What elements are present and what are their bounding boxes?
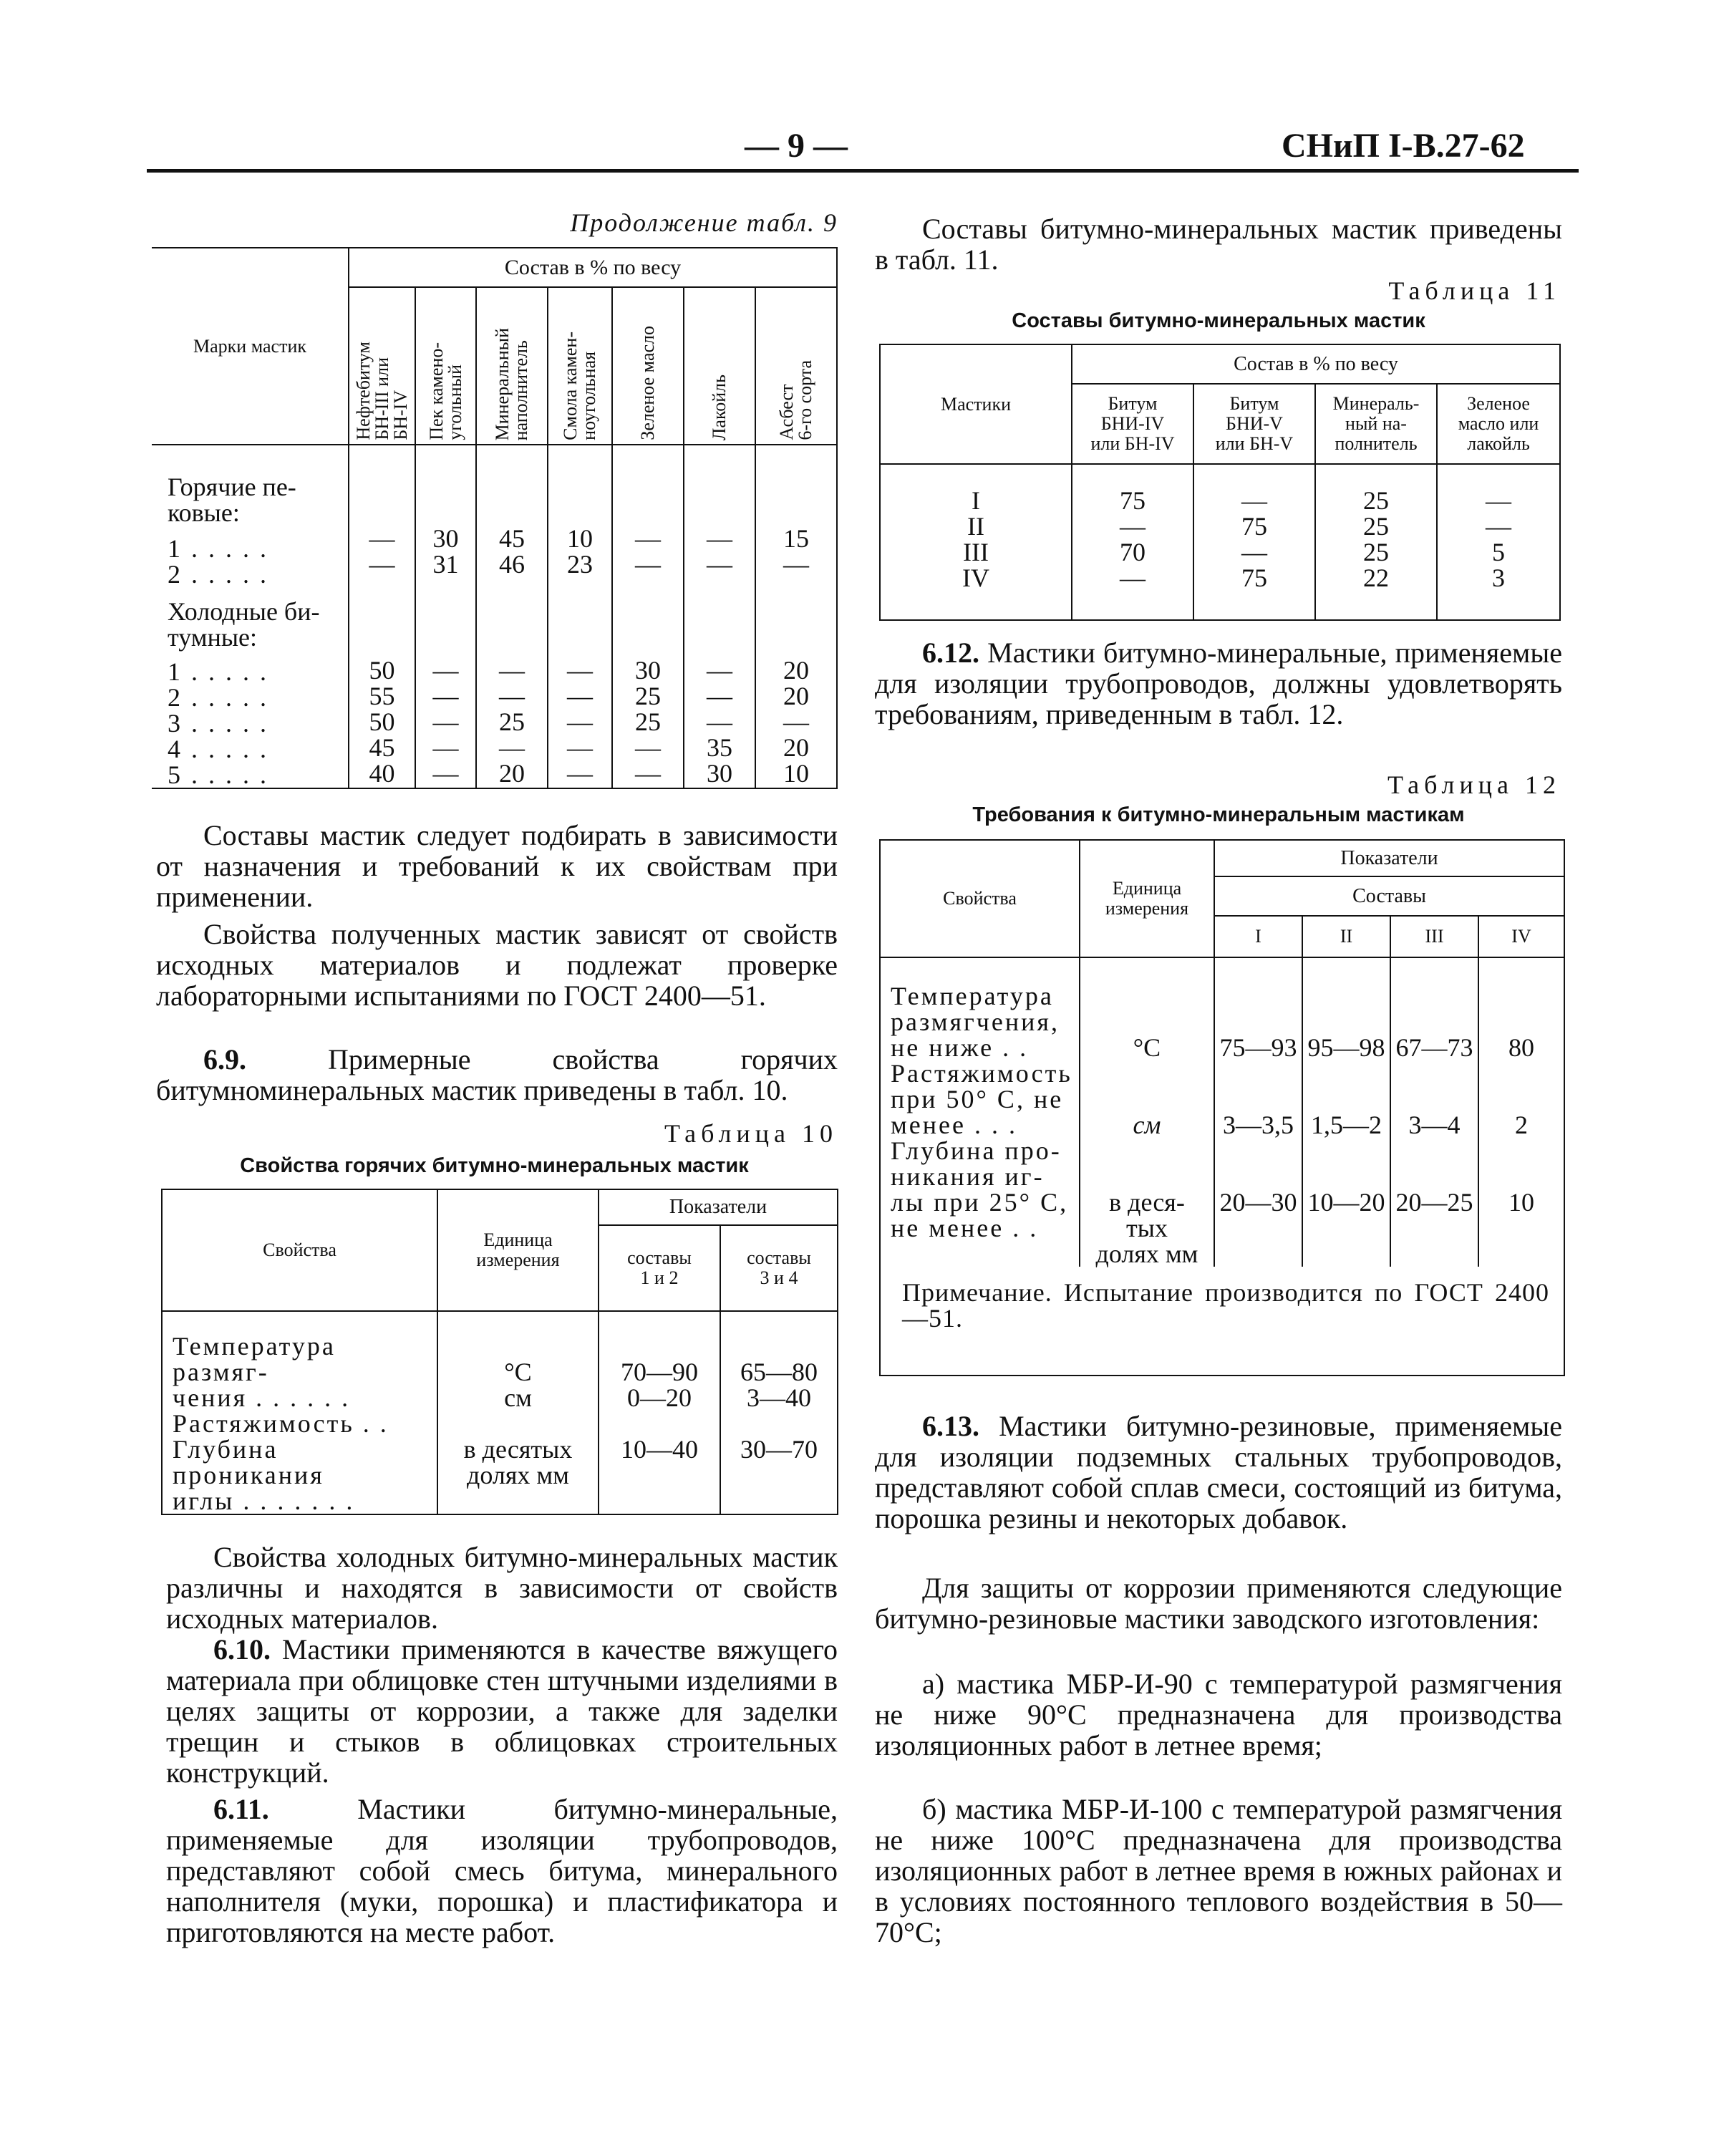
table-10-title: Свойства горячих битумно-минеральных мастик (240, 1154, 749, 1177)
table-12-header-indicators: Показатели (1214, 841, 1564, 876)
paragraph-6-10 (166, 1634, 838, 1788)
table-11-title: Составы битумно-минеральных мастик (1012, 309, 1425, 332)
table-9-cell: — (567, 759, 593, 788)
table-9-row-label: 3 . . . . . (168, 709, 268, 738)
table-11-column-values: — — 5 3 (1486, 486, 1512, 592)
table-9-cell: — (635, 759, 661, 788)
table-9-col-header: Пек камено- угольный (425, 342, 465, 440)
paragraph-mastic-selection: Составы мастик следует подбирать в зависимости от назначения и требований к их свойствам при применении. (156, 819, 838, 913)
table-11-column-values: 75 — 70 — (1072, 464, 1193, 620)
table-9-cell: 50 (369, 656, 395, 685)
table-12-value: 20—30 (1214, 1138, 1302, 1267)
table-9-cell: — (432, 733, 459, 762)
table-9-cell: — (432, 759, 459, 788)
table-9-cell: 35 (707, 733, 732, 762)
table-12-unit: см (1080, 1060, 1214, 1138)
table-9-cell: 55 (369, 682, 395, 710)
table-9-row-label: 5 . . . . . (168, 760, 268, 789)
table-9-cell: — (635, 550, 661, 579)
table-10-caption: Таблица 10 (664, 1119, 838, 1148)
table-9-cell: — (567, 682, 593, 710)
table-12-property: Глубина про- никания иг- лы при 25° С, не менее . . (891, 1136, 1069, 1242)
table-9-cell: 23 (567, 550, 593, 579)
table-9-cell: 15 (783, 524, 810, 553)
table-9-row-label: 1 . . . . . (168, 534, 268, 563)
table-9-cell: — (499, 733, 525, 762)
table-9-cell: 30 (432, 524, 459, 553)
clause-text: Мастики битумно-минеральные, применяемые для изоляции трубопроводов, должны удовлетворять требованиям, приведенным в табл. 12. (875, 637, 1562, 730)
table-9-col-header: Асбест 6-го сорта (776, 360, 816, 440)
table-9-group-gap (416, 577, 475, 657)
table-12-value: 67—73 (1390, 957, 1478, 1060)
table-11-caption: Таблица 11 (1388, 276, 1561, 305)
table-12-property: Температура размягчения, не ниже . . (891, 982, 1060, 1062)
table-9-cell: 25 (635, 682, 661, 710)
table-9-row-label: 2 . . . . . (168, 683, 268, 712)
table-12-col-header: I (1214, 916, 1302, 957)
clause-text: Примерные свойства горячих битумноминеральных мастик приведены в табл. 10. (156, 1043, 838, 1106)
table-9-cell: — (432, 656, 459, 685)
table-9-cell: — (707, 656, 732, 685)
table-10-units: °С см в десятых долях мм (437, 1311, 599, 1514)
table-9-cell: 10 (567, 524, 593, 553)
table-10-header-unit: Единица измерения (437, 1189, 599, 1311)
table-9-cell: — (707, 707, 732, 736)
table-9 (152, 247, 838, 789)
table-11-column-values: 25 25 25 22 (1315, 464, 1437, 620)
table-12-value: 80 (1508, 1033, 1535, 1062)
paragraph-mastic-properties: Свойства полученных мастик зависят от свойств исходных материалов и подлежат проверке лабораторными испытаниями по ГОСТ 2400—51. (156, 918, 838, 1012)
table-9-column (415, 445, 476, 788)
clause-text: Мастики применяются в качестве вяжущего материала при облицовке стен штучными изделиями в целях защиты от коррозии, а также для заделки трещин и стыков в облицовках строительных конструкций. (166, 1633, 838, 1789)
table-9-column (755, 445, 837, 788)
table-9-column (476, 445, 548, 788)
table-9-group-header: Состав в % по весу (349, 248, 837, 287)
table-9-cell: 25 (499, 707, 525, 736)
table-9-group-gap (684, 577, 755, 657)
table-12-value: 3—3,5 (1214, 1060, 1302, 1138)
table-9-header-mark: Марки мастик (152, 248, 349, 445)
table-9-cell: 20 (783, 656, 810, 685)
table-11-col-header: Битум БНИ-IV или БН-IV (1072, 384, 1193, 464)
table-10-values-1-2: 70—90 0—20 10—40 (599, 1311, 720, 1514)
table-9-col-header: Зеленое масло (637, 326, 658, 440)
table-9-cell: — (707, 550, 732, 579)
paragraph-6-12 (875, 637, 1562, 730)
table-11-mastic-marks: I II III IV (880, 464, 1072, 620)
table-9-col-header: Минеральный наполнитель (492, 327, 531, 440)
table-12-note: Примечание. Испытание производится по ГОСТ 2400—51. (902, 1278, 1549, 1333)
table-12-property: Растяжимость при 50° С, не менее . . . (891, 1059, 1072, 1139)
table-12-value: 2 (1515, 1111, 1529, 1139)
table-9-cell: 30 (707, 759, 732, 788)
table-11-header-mastics: Мастики (880, 344, 1072, 464)
table-12-value: 20—25 (1390, 1138, 1478, 1267)
table-9-col-header: Смола камен- ноугольная (560, 332, 599, 440)
table-9-col-header: Нефтебитум БН-III или БН-IV (352, 342, 411, 440)
table-12-unit: °С (1080, 957, 1214, 1060)
paragraph-item-b: б) мастика МБР-И-100 с температурой размягчения не ниже 100°С предназначена для производства изоляционных работ в летнее время в южных районах и в условиях постоянного теплового воздействия в 50—70°С; (875, 1793, 1562, 1948)
table-12-header-compositions: Составы (1214, 876, 1564, 916)
table-12-value: 95—98 (1302, 957, 1390, 1060)
paragraph-6-11 (166, 1794, 838, 1948)
paragraph-corrosion-protection: Для защиты от коррозии применяются следующие битумно-резиновые мастики заводского изготовления: (875, 1572, 1562, 1635)
table-9-cell: 45 (499, 524, 525, 553)
table-9-column (684, 445, 755, 788)
table-11 (879, 344, 1561, 621)
table-9-cell: — (567, 656, 593, 685)
table-9-cell: 20 (783, 682, 810, 710)
clause-number: 6.13. (922, 1410, 979, 1442)
clause-number: 6.10. (213, 1633, 271, 1666)
table-12-header-property: Свойства (881, 841, 1080, 957)
table-9-row-label: 2 . . . . . (168, 560, 268, 589)
table-12-value: 1,5—2 (1302, 1060, 1390, 1138)
table-12-value: 10—20 (1302, 1138, 1390, 1267)
document-code: СНиП I-В.27-62 (1282, 127, 1525, 165)
table-10-header-property: Свойства (162, 1189, 437, 1311)
paragraph-6-9 (156, 1044, 838, 1106)
table-9-cell: — (707, 524, 732, 553)
table-9-cell: 10 (783, 759, 810, 788)
table-9-cell: — (635, 524, 661, 553)
paragraph-cold-mastics: Свойства холодных битумно-минеральных мастик различны и находятся в зависимости от свойств исходных материалов. (166, 1541, 838, 1635)
table-9-group-gap (477, 577, 547, 657)
table-9-group-gap (613, 577, 683, 657)
table-9-cell: — (783, 707, 810, 736)
table-9-cell: — (369, 524, 395, 553)
table-12-col-header: III (1390, 916, 1478, 957)
page-number: — 9 — (745, 127, 848, 165)
table-12-unit: в деся- тых долях мм (1080, 1138, 1214, 1267)
table-12 (881, 841, 1564, 1267)
paragraph-table-11-intro: Составы битумно-минеральных мастик приведены в табл. 11. (875, 213, 1562, 276)
clause-number: 6.11. (213, 1793, 269, 1825)
table-9-cell: — (567, 707, 593, 736)
table-11-col-header: Минераль- ный на- полнитель (1315, 384, 1437, 464)
clause-text: Мастики битумно-минеральные, применяемые для изоляции трубопроводов, представляют собой смесь битума, минерального наполнителя (муки, порошка) и пластификатора и приготовляются на месте работ. (166, 1793, 838, 1948)
clause-number: 6.12. (922, 637, 979, 669)
table-12-col-header: II (1302, 916, 1390, 957)
table-9-cell: 40 (369, 759, 395, 788)
table-9-group-gap (756, 577, 836, 657)
paragraph-6-13 (875, 1411, 1562, 1534)
table-9-cell: — (432, 707, 459, 736)
header-rule (147, 169, 1579, 173)
table-12-title: Требования к битумно-минеральным мастикам (972, 803, 1465, 826)
clause-text: Мастики битумно-резиновые, применяемые для изоляции подземных стальных трубопроводов, представляют собой сплав смеси, состоящий из битума, порошка резины и некоторых добавок. (875, 1410, 1562, 1534)
table-9-group-gap (548, 577, 611, 657)
table-10-header-indicators: Показатели (599, 1189, 838, 1225)
table-9-cell: 46 (499, 550, 525, 579)
table-9-cell: — (432, 682, 459, 710)
table-9-cell: 50 (369, 707, 395, 736)
table-9-cell: — (635, 733, 661, 762)
table-9-cell: — (567, 733, 593, 762)
table-11-col-header: Зеленое масло или лакойль (1437, 384, 1560, 464)
table-12-header-unit: Единица измерения (1080, 841, 1214, 957)
table-9-row-label: 4 . . . . . (168, 735, 268, 763)
table-12-frame (879, 839, 1565, 1376)
table-9-cell: — (499, 656, 525, 685)
table-12-caption: Таблица 12 (1387, 770, 1561, 799)
table-9-cell: — (783, 550, 810, 579)
table-10 (161, 1189, 838, 1515)
table-9-cell: 25 (635, 707, 661, 736)
table-12-col-header: IV (1478, 916, 1564, 957)
table-10-properties: Температура размяг- чения . . . . . . Растяжимость . . Глубина проникания иглы . . . . . . . (173, 1332, 389, 1515)
table-9-column (548, 445, 612, 788)
table-9-cell: — (707, 682, 732, 710)
table-10-header-compositions-3-4: составы 3 и 4 (720, 1225, 838, 1311)
table-9-column (612, 445, 684, 788)
table-10-header-compositions-1-2: составы 1 и 2 (599, 1225, 720, 1311)
table-9-cell: 45 (369, 733, 395, 762)
table-9-cell: 20 (499, 759, 525, 788)
table-9-cell: — (369, 550, 395, 579)
table-9-cell: 20 (783, 733, 810, 762)
table-12-value: 10 (1508, 1188, 1535, 1217)
table-12-value: 3—4 (1390, 1060, 1478, 1138)
table-9-cell: — (499, 682, 525, 710)
clause-number: 6.9. (203, 1043, 246, 1075)
table-9-col-header: Лакойль (709, 374, 730, 440)
table-9-group-cold: Холодные би- тумные: (168, 597, 320, 652)
table-9-continuation: Продолжение табл. 9 (570, 208, 838, 237)
table-9-cell: 31 (432, 550, 459, 579)
table-9-group-hot: Горячие пе- ковые: (168, 473, 296, 527)
table-12-value: 75—93 (1214, 957, 1302, 1060)
table-9-group-gap (349, 577, 415, 657)
table-9-cell: 30 (635, 656, 661, 685)
table-11-col-header: Битум БНИ-V или БН-V (1193, 384, 1315, 464)
table-11-column-values: — 75 — 75 (1193, 464, 1315, 620)
table-10-values-3-4: 65—80 3—40 30—70 (740, 1358, 818, 1464)
table-11-header-group: Состав в % по весу (1072, 344, 1560, 384)
paragraph-item-a: а) мастика МБР-И-90 с температурой размягчения не ниже 90°С предназначена для производства изоляционных работ в летнее время; (875, 1668, 1562, 1761)
table-9-row-label: 1 . . . . . (168, 657, 268, 686)
table-9-column (349, 445, 415, 788)
